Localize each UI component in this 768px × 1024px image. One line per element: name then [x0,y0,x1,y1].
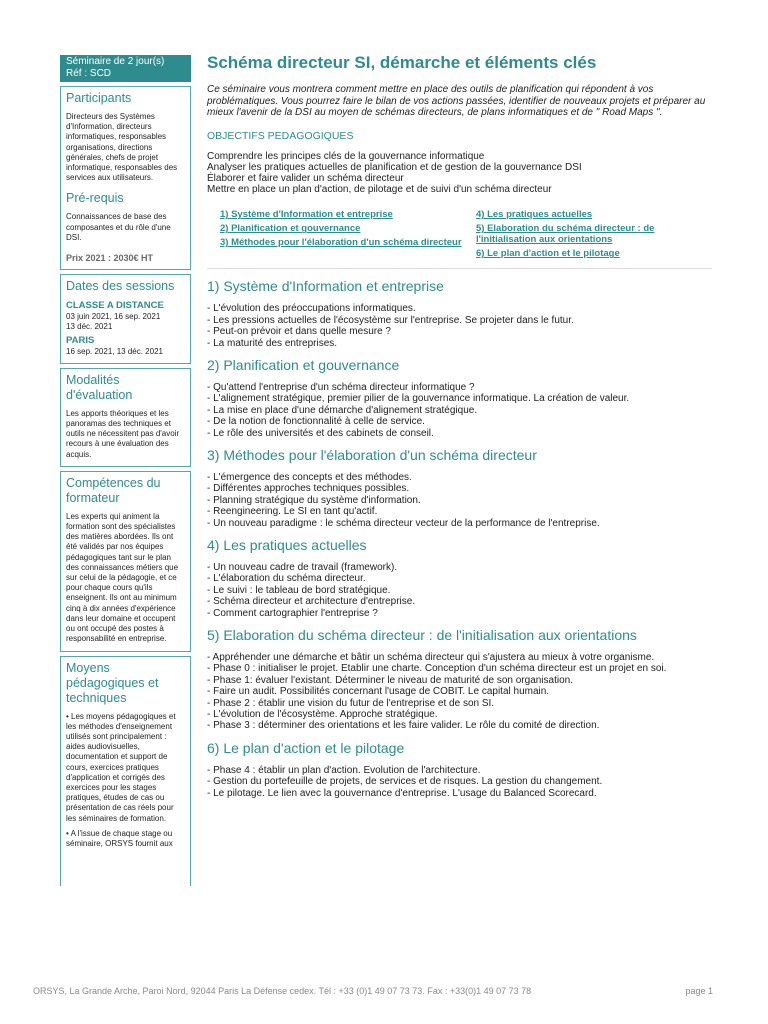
intro-text: Ce séminaire vous montrera comment mettre en place des outils de planification qui répondent à vos problématiques. Vous pourrez faire le bilan de vos actions passées, identifier de nouveaux projets et préparer au mieux l'avenir de la DSI au moyen de schémas directeurs, de plans informatiques et de " Road Maps ". [207,84,706,118]
section-line: - Gestion du portefeuille de projets, de services et de risques. La gestion du changement. [207,776,603,788]
session-dates-remote-2: 13 déc. 2021 [66,322,113,332]
competences-title: Compétences du formateur [66,475,161,505]
section-line: - L'émergence des concepts et des méthodes. [207,471,412,483]
objectives-list [207,151,712,196]
session-location-paris: PARIS [66,334,95,346]
section-title: 2) Planification et gouvernance [207,356,400,373]
toc-column-right [476,209,701,262]
section-line: - Reengineering. Le SI en tant qu'actif. [207,506,378,518]
session-dates-remote-1: 03 juin 2021, 16 sep. 2021 [66,312,161,322]
section-line: - Peut-on prévoir et dans quelle mesure ? [207,326,391,338]
section-title: 3) Méthodes pour l'élaboration d'un schéma directeur [207,446,537,463]
section-title: 6) Le plan d'action et le pilotage [207,739,405,756]
section-line: - Comment cartographier l'entreprise ? [207,607,378,619]
sessions-box [60,274,191,364]
program-section [207,278,712,349]
seminar-reference: Réf : SCD [66,68,112,79]
toc-link-2[interactable]: 2) Planification et gouvernance [220,223,361,235]
toc-link-1[interactable]: 1) Système d'Information et entreprise [220,209,393,221]
section-line: - L'alignement stratégique, premier pilier de la gouvernance informatique. La création de valeur. [207,393,630,405]
section-line: - De la notion de fonctionnalité à celle de service. [207,416,425,428]
section-line: - Le pilotage. Le lien avec la gouvernance d'entreprise. L'usage du Balanced Scorecard. [207,787,597,799]
competences-text: Les experts qui animent la formation sont des spécialistes des matières abordées. Ils ont été validés par nos équipes pédagogiques tant sur le plan des connaissances métiers que sur celui de la pédagogie, et ce pour chaque cours qu'ils enseignent. Ils ont au minimum cinq à dix années d'expérience dans leur domaine et occupent ou ont occupé des postes à responsabilité en entreprise. [66,511,179,644]
prerequis-title: Pré-requis [66,191,124,206]
section-line: - Phase 0 : initialiser le projet. Etablir une charte. Conception d'un schéma directeur est un projet en soi. [207,663,667,675]
page-title: Schéma directeur SI, démarche et éléments clés [207,53,597,72]
section-line: - Phase 2 : établir une vision du futur de l'entreprise et de son SI. [207,697,495,709]
program-section [207,627,712,732]
participants-box [60,86,191,270]
prerequis-text: Connaissances de base des composantes et du rôle d'une DSI. [66,212,171,242]
seminar-header [60,55,191,82]
modalites-text: Les apports théoriques et les panoramas des techniques et outils ne nécessitent pas d'avoir recours à une évaluation des acquis. [66,408,180,459]
section-line: - L'évolution de l'écosystème. Approche stratégique. [207,709,438,721]
table-of-contents [207,209,712,262]
objective-item: Élaborer et faire valider un schéma directeur [207,172,404,184]
toc-link-5[interactable]: 5) Elaboration du schéma directeur : de l'initialisation aux orientations [476,223,655,246]
section-line: - Phase 3 : déterminer des orientations et les faire valider. Le rôle du comité de direction. [207,720,600,732]
toc-link-4[interactable]: 4) Les pratiques actuelles [476,209,593,221]
section-line: - Différentes approches techniques possibles. [207,483,410,495]
section-line: - L'élaboration du schéma directeur. [207,573,366,585]
session-dates-paris: 16 sep. 2021, 13 déc. 2021 [66,346,163,356]
section-line: - L'évolution des préoccupations informatiques. [207,303,416,315]
toc-column-left [220,209,476,262]
section-line: - Les pressions actuelles de l'écosystème sur l'entreprise. Se projeter dans le futur. [207,314,574,326]
toc-link-6[interactable]: 6) Le plan d'action et le pilotage [476,248,620,260]
section-line: - Qu'attend l'entreprise d'un schéma directeur informatique ? [207,381,475,393]
participants-title: Participants [66,91,132,105]
objective-item: Mettre en place un plan d'action, de pilotage et de suivi d'un schéma directeur [207,184,552,196]
page-number: page 1 [685,986,713,996]
section-line: - Un nouveau paradigme : le schéma directeur vecteur de la performance de l'entreprise. [207,517,600,529]
objectives-title: OBJECTIFS PEDAGOGIQUES [207,129,354,142]
footer [33,986,713,996]
moyens-box [60,656,191,886]
program-sections [207,278,712,799]
objective-item: Analyser les pratiques actuelles de planification et de gestion de la gouvernance DSI [207,161,582,173]
section-line: - Phase 4 : établir un plan d'action. Evolution de l'architecture. [207,764,481,776]
section-title: 5) Elaboration du schéma directeur : de l'initialisation aux orientations [207,627,637,644]
section-line: - Faire un audit. Possibilités concernant l'usage de COBIT. Le capital humain. [207,686,550,698]
modalites-title: Modalités d'évaluation [66,372,133,402]
footer-address: ORSYS, La Grande Arche, Paroi Nord, 92044 Paris La Défense cedex. Tél : +33 (0)1 49 07 73 73. Fax : +33(0)1 49 07 73 78 [33,986,532,996]
program-section [207,357,712,439]
session-location-remote: CLASSE A DISTANCE [66,300,164,312]
moyens-title: Moyens pédagogiques et techniques [66,660,159,705]
moyens-item: • A l'issue de chaque stage ou séminaire, ORSYS fournit aux [66,828,173,848]
price: Prix 2021 : 2030€ HT [66,253,154,264]
section-line: - Appréhender une démarche et bâtir un schéma directeur qui s'ajustera au mieux à votre organisme. [207,652,655,664]
section-title: 4) Les pratiques actuelles [207,537,367,553]
section-line: - Planning stratégique du système d'information. [207,494,421,506]
section-line: - Un nouveau cadre de travail (framework). [207,562,398,573]
program-section [207,740,712,799]
competences-box [60,471,191,652]
section-line: - La mise en place d'une démarche d'alignement stratégique. [207,404,478,416]
divider [207,268,712,269]
objective-item: Comprendre les principes clés de la gouvernance informatique [207,150,485,162]
seminar-duration: Séminaire de 2 jour(s) [66,56,165,67]
section-line: - Schéma directeur et architecture d'entreprise. [207,596,416,608]
main-content [207,52,712,799]
sidebar [60,55,191,886]
sessions-title: Dates des sessions [66,279,175,294]
modalites-box [60,368,191,467]
section-line: - La maturité des entreprises. [207,337,338,349]
participants-text: Directeurs des Systèmes d'Information, directeurs informatiques, responsables organisations, directions générales, chefs de projet informatique, responsables des services aux utilisateurs. [66,112,178,183]
section-line: - Le rôle des universités et des cabinets de conseil. [207,427,434,439]
moyens-list [66,712,185,850]
section-line: - Phase 1: évaluer l'existant. Déterminer le niveau de maturité de son organisation. [207,674,573,686]
section-line: - Le suivi : le tableau de bord stratégique. [207,584,391,596]
program-section [207,447,712,529]
section-title: 1) Système d'Information et entreprise [207,278,444,295]
program-section [207,537,712,619]
moyens-item: • Les moyens pédagogiques et les méthodes d'enseignement utilisés sont principalement : aides audiovisuelles, documentation et support de cours, exercices pratiques d'application et corrigés des exercices pour les stages pratiques, études de cas ou présentation de cas réels pour les séminaires de formation. [66,711,176,823]
toc-link-3[interactable]: 3) Méthodes pour l'élaboration d'un schéma directeur [220,237,462,249]
